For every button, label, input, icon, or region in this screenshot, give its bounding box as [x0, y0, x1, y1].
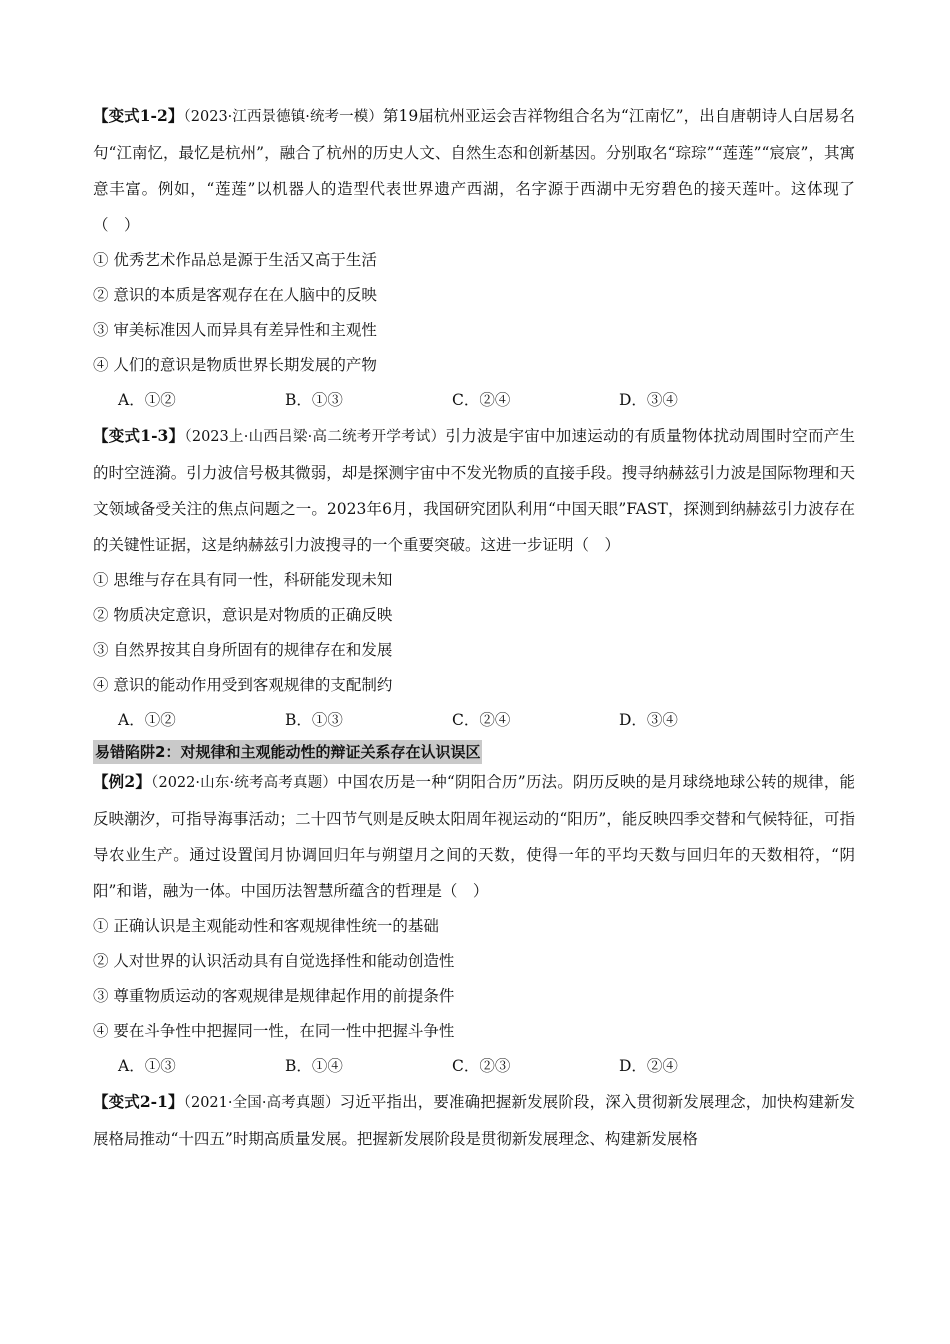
option-3: ③ 自然界按其自身所固有的规律存在和发展: [93, 641, 393, 659]
choice-a: A．①②: [118, 391, 176, 409]
choice-d: D．②④: [619, 1057, 678, 1075]
choice-a: A．①②: [118, 711, 176, 729]
choice-c: C．②④: [452, 711, 511, 729]
choice-c: C．②③: [452, 1057, 511, 1075]
choice-c: C．②④: [452, 391, 511, 409]
question-stem: [93, 764, 855, 909]
question-source: （2023·江西景德镇·统考一模）: [183, 109, 383, 125]
option-1: ① 优秀艺术作品总是源于生活又高于生活: [93, 251, 377, 269]
question-text: 引力波是宇宙中加速运动的有质量物体扰动周围时空而产生的时空涟漪。引力波信号极其微弱，却是探测宇宙中不发光物质的直接手段。搜寻纳赫兹引力波是国际物理和天文领域备受关注的焦点问题之一。2023年6月，我国研究团队利用“中国天眼”FAST，探测到纳赫兹引力波存在的关键性证据，这是纳赫兹引力波搜寻的一个重要突破。这进一步证明（ ）: [93, 427, 855, 554]
choice-d: D．③④: [619, 391, 678, 409]
question-tag: 【变式1-2】: [93, 106, 184, 125]
answer-choices: [93, 703, 855, 738]
choice-b: B．①③: [285, 711, 343, 729]
option-3: ③ 尊重物质运动的客观规律是规律起作用的前提条件: [93, 987, 455, 1005]
choice-b: B．①③: [285, 391, 343, 409]
choice-a: A．①③: [118, 1057, 176, 1075]
question-tag: 【变式2-1】: [93, 1092, 184, 1111]
question-tag: 【变式1-3】: [93, 426, 185, 445]
question-stem: [93, 98, 855, 243]
question-text: 习近平指出，要准确把握新发展阶段，深入贯彻新发展理念，加快构建新发展格局推动“十四五”时期高质量发展。把握新发展阶段是贯彻新发展理念、构建新发展格: [93, 1093, 855, 1148]
option-3: ③ 审美标准因人而异具有差异性和主观性: [93, 321, 377, 339]
section-heading-wrap: [93, 738, 855, 764]
option-4: ④ 要在斗争性中把握同一性，在同一性中把握斗争性: [93, 1022, 455, 1040]
option-1: ① 思维与存在具有同一性，科研能发现未知: [93, 571, 393, 589]
question-tag: 【例2】: [93, 772, 152, 791]
question-1-3: [93, 418, 855, 738]
option-1: ① 正确认识是主观能动性和客观规律性统一的基础: [93, 917, 439, 935]
answer-choices: [93, 1049, 855, 1084]
answer-choices: [93, 383, 855, 418]
option-2: ② 人对世界的认识活动具有自觉选择性和能动创造性: [93, 952, 455, 970]
choice-b: B．①④: [285, 1057, 343, 1075]
example-2: [93, 764, 855, 1084]
option-4: ④ 人们的意识是物质世界长期发展的产物: [93, 356, 377, 374]
question-stem: [93, 418, 855, 563]
question-source: （2021·全国·高考真题）: [183, 1095, 340, 1111]
question-text: 第19届杭州亚运会吉祥物组合名为“江南忆”，出自唐朝诗人白居易名句“江南忆，最忆是杭州”，融合了杭州的历史人文、自然生态和创新基因。分别取名“琮琮”“莲莲”“宸宸”，其寓意丰富。例如，“莲莲”以机器人的造型代表世界遗产西湖，名字源于西湖中无穷碧色的接天莲叶。这体现了（ ）: [93, 107, 855, 234]
question-1-2: [93, 98, 855, 418]
question-source: （2022·山东·统考高考真题）: [151, 775, 338, 791]
question-2-1: [93, 1084, 855, 1157]
option-2: ② 物质决定意识，意识是对物质的正确反映: [93, 606, 393, 624]
document-content: [93, 98, 855, 1157]
choice-d: D．③④: [619, 711, 678, 729]
option-4: ④ 意识的能动作用受到客观规律的支配制约: [93, 676, 393, 694]
question-stem: [93, 1084, 855, 1157]
section-heading: 易错陷阱2：对规律和主观能动性的辩证关系存在认识误区: [93, 740, 482, 764]
question-source: （2023上·山西吕梁·高二统考开学考试）: [184, 429, 446, 445]
option-2: ② 意识的本质是客观存在在人脑中的反映: [93, 286, 377, 304]
question-text: 中国农历是一种“阴阳合历”历法。阴历反映的是月球绕地球公转的规律，能反映潮汐，可指导海事活动；二十四节气则是反映太阳周年视运动的“阳历”，能反映四季交替和气候特征，可指导农业生产。通过设置闰月协调回归年与朔望月之间的天数，使得一年的平均天数与回归年的天数相符，“阴阳”和谐，融为一体。中国历法智慧所蕴含的哲理是（ ）: [93, 773, 856, 900]
